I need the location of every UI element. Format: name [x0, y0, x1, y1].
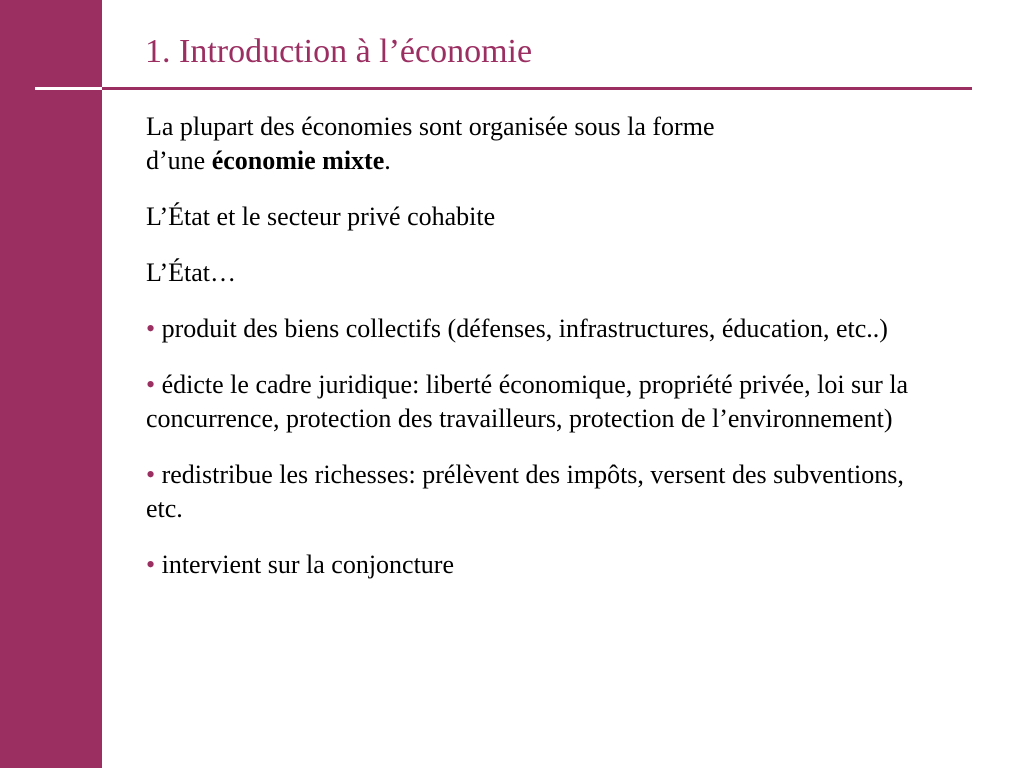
bullet-icon: •: [146, 314, 156, 343]
intro-paragraph: [146, 110, 946, 178]
bullet-text: produit des biens collectifs (défenses, infrastructures, éducation, etc..): [155, 314, 888, 343]
title-divider-accent: [35, 87, 102, 90]
bullet-item-legal-framework: [146, 368, 946, 436]
bullet-icon: •: [146, 370, 156, 399]
intro-line-2-suffix: .: [384, 146, 391, 175]
bullet-text: redistribue les richesses: prélèvent des impôts, versent des subventions, etc.: [146, 460, 904, 523]
bullet-icon: •: [146, 550, 156, 579]
bullet-item-collective-goods: [146, 312, 946, 346]
intro-line-1: La plupart des économies sont organisée sous la forme: [146, 112, 715, 141]
bullet-text: édicte le cadre juridique: liberté économique, propriété privée, loi sur la concurrence, protection des travailleurs, protection de l’environnement): [146, 370, 909, 433]
bullet-icon: •: [146, 460, 156, 489]
intro-bold-term: économie mixte: [211, 146, 385, 175]
paragraph-state: L’État…: [146, 258, 237, 287]
bullet-text: intervient sur la conjoncture: [155, 550, 455, 579]
slide-body: [146, 110, 946, 604]
bullet-item-redistribution: [146, 458, 946, 526]
side-band: [0, 0, 102, 768]
bullet-item-conjuncture: [146, 548, 946, 582]
paragraph-state-private: L’État et le secteur privé cohabite: [146, 202, 496, 231]
title-divider: [102, 87, 972, 90]
slide-title: 1. Introduction à l’économie: [145, 33, 533, 70]
intro-line-2-prefix: d’une: [146, 146, 212, 175]
